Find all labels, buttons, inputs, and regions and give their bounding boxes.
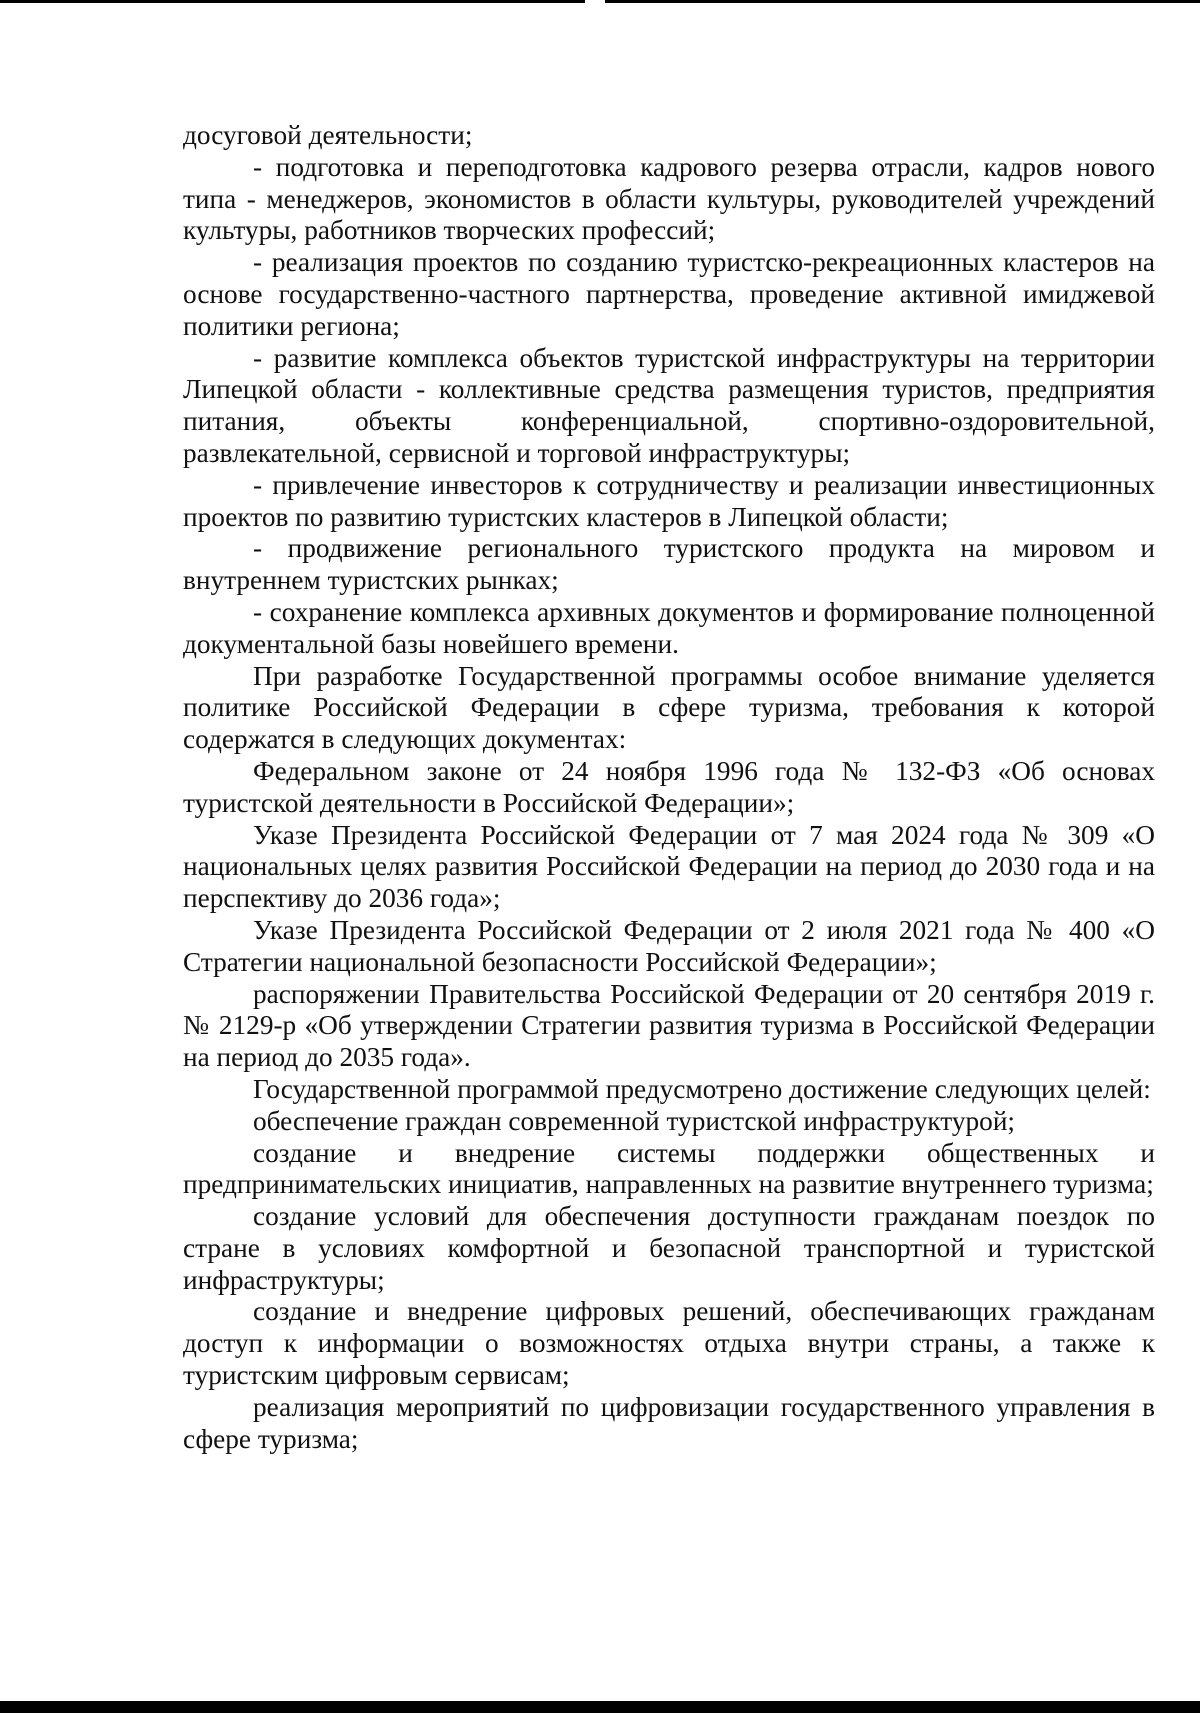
scan-top-edge-right [605,0,1200,3]
paragraph: Указе Президента Российской Федерации от 7 мая 2024 года № 309 «О национальных целях развития Российской Федерации на период до 2030 года и на перспективу до 2036 года»; [183,819,1155,914]
paragraph: - развитие комплекса объектов туристской инфраструктуры на территории Липецкой области - коллективные средства размещения туристов, предприятия питания, объекты конференциальной, спортивно-оздоровительной, развлекательной, сервисной и торговой инфраструктуры; [183,342,1155,468]
paragraph: создание условий для обеспечения доступности гражданам поездок по стране в условиях комфортной и безопасной транспортной и туристской инфраструктуры; [183,1201,1155,1295]
paragraph: - продвижение регионального туристского продукта на мировом и внутреннем туристских рынках; [183,533,1155,596]
paragraph: создание и внедрение системы поддержки общественных и предпринимательских инициатив, направленных на развитие внутреннего туризма; [183,1137,1155,1200]
paragraph: досуговой деятельности; [183,120,473,150]
paragraph: - привлечение инвесторов к сотрудничеству и реализации инвестиционных проектов по развитию туристских кластеров в Липецкой области; [183,469,1155,532]
paragraph: Федеральном законе от 24 ноября 1996 года № 132-ФЗ «Об основах туристской деятельности в Российской Федерации»; [183,755,1155,818]
paragraph: - сохранение комплекса архивных документов и формирование полноценной документальной базы новейшего времени. [183,596,1155,659]
paragraph: реализация мероприятий по цифровизации государственного управления в сфере туризма; [183,1391,1155,1454]
paragraph: обеспечение граждан современной туристской инфраструктурой; [253,1105,1016,1136]
paragraph: Указе Президента Российской Федерации от 2 июля 2021 года № 400 «О Стратегии национальной безопасности Российской Федерации»; [183,914,1155,977]
paragraph: распоряжении Правительства Российской Федерации от 20 сентября 2019 г. № 2129-р «Об утверждении Стратегии развития туризма в Российской Федерации на период до 2035 года». [183,978,1155,1073]
paragraph: создание и внедрение цифровых решений, обеспечивающих гражданам доступ к информации о возможностях отдыха внутри страны, а также к туристским цифровым сервисам; [183,1296,1155,1391]
document-body [183,120,1155,1455]
paragraph: При разработке Государственной программы особое внимание уделяется политике Российской Федерации в сфере туризма, требования к которой содержатся в следующих документах: [183,660,1155,755]
paragraph: - подготовка и переподготовка кадрового резерва отрасли, кадров нового типа - менеджеров, экономистов в области культуры, руководителей учреждений культуры, работников творческих профессий; [183,151,1155,246]
scan-bottom-edge [0,1701,1200,1713]
paragraph: Государственной программой предусмотрено достижение следующих целей: [253,1073,1151,1104]
paragraph: - реализация проектов по созданию туристско-рекреационных кластеров на основе государственно-частного партнерства, проведение активной имиджевой политики региона; [183,247,1155,341]
scan-top-edge-left [0,0,585,3]
